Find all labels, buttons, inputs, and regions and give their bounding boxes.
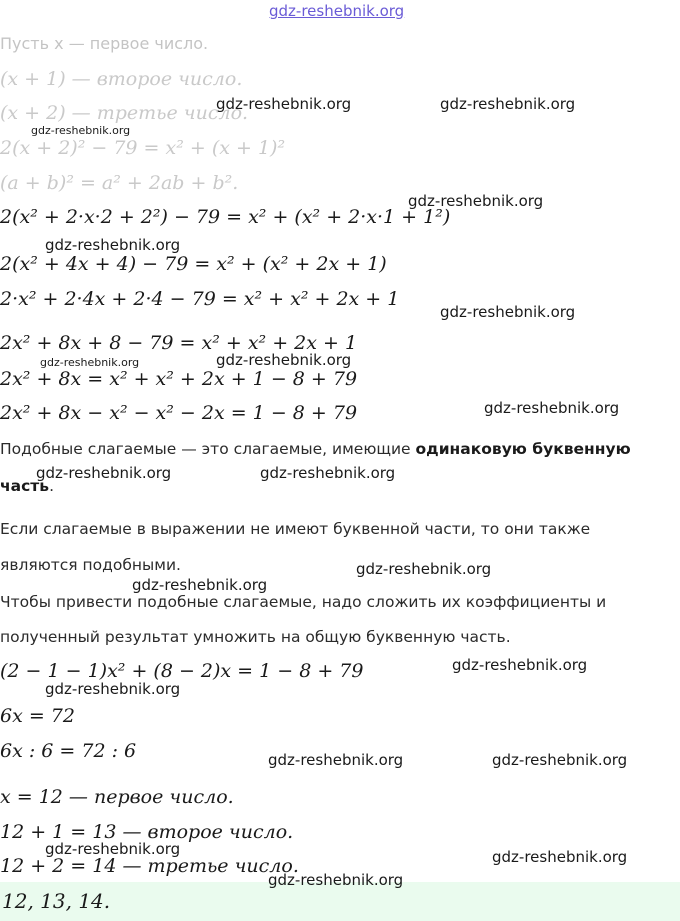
watermark: gdz-reshebnik.org: [452, 656, 588, 674]
solution-first-number: x = 12 — первое число.: [0, 786, 234, 808]
rule-no-letters-2: являются подобными.: [0, 556, 181, 574]
step-1: 2(x² + 2·x·2 + 2²) − 79 = x² + (x² + 2·x·1 + 1²): [0, 206, 451, 228]
watermark: gdz-reshebnik.org: [31, 124, 131, 137]
intro-formula: (a + b)² = a² + 2ab + b².: [0, 172, 239, 194]
intro-equation: 2(x + 2)² − 79 = x² + (x + 1)²: [0, 137, 286, 159]
watermark: gdz-reshebnik.org: [216, 95, 352, 113]
intro-line-1: Пусть x — первое число.: [0, 34, 209, 53]
watermark: gdz-reshebnik.org: [440, 303, 576, 321]
watermark: gdz-reshebnik.org: [408, 192, 544, 210]
watermark: gdz-reshebnik.org: [484, 399, 620, 417]
rule-similar-terms-bold-b: часть: [0, 477, 50, 495]
rule-combine-1: Чтобы привести подобные слагаемые, надо сложить их коэффициенты и: [0, 593, 607, 611]
watermark: gdz-reshebnik.org: [492, 848, 628, 866]
solution-simplified: 6x = 72: [0, 705, 75, 727]
watermark: gdz-reshebnik.org: [268, 751, 404, 769]
watermark: gdz-reshebnik.org: [260, 464, 396, 482]
step-2: 2(x² + 4x + 4) − 79 = x² + (x² + 2x + 1): [0, 253, 387, 275]
step-3: 2·x² + 2·4x + 2·4 − 79 = x² + x² + 2x + 1: [0, 288, 400, 310]
watermark: gdz-reshebnik.org: [268, 871, 404, 889]
step-5: 2x² + 8x = x² + x² + 2x + 1 − 8 + 79: [0, 368, 358, 390]
watermark: gdz-reshebnik.org: [40, 356, 140, 369]
watermark: gdz-reshebnik.org: [45, 236, 181, 254]
rule-similar-terms-end: .: [49, 477, 55, 495]
rule-no-letters-1: Если слагаемые в выражении не имеют буквенной части, то они также: [0, 520, 591, 538]
watermark: gdz-reshebnik.org: [492, 751, 628, 769]
watermark: gdz-reshebnik.org: [440, 95, 576, 113]
watermark: gdz-reshebnik.org: [36, 464, 172, 482]
rule-similar-terms-bold-a: одинаковую буквенную: [415, 440, 631, 458]
solution-combine: (2 − 1 − 1)x² + (8 − 2)x = 1 − 8 + 79: [0, 660, 364, 682]
intro-line-3: (x + 2) — третье число.: [0, 102, 249, 124]
rule-similar-terms-start: Подобные слагаемые — это слагаемые, имеющие: [0, 440, 416, 458]
solution-third-number: 12 + 2 = 14 — третье число.: [0, 855, 299, 877]
watermark: gdz-reshebnik.org: [45, 680, 181, 698]
watermark: gdz-reshebnik.org: [356, 560, 492, 578]
intro-line-2: (x + 1) — второе число.: [0, 68, 243, 90]
rule-combine-2: полученный результат умножить на общую буквенную часть.: [0, 628, 511, 646]
step-4: 2x² + 8x + 8 − 79 = x² + x² + 2x + 1: [0, 332, 358, 354]
solution-divide: 6x : 6 = 72 : 6: [0, 740, 137, 762]
solution-second-number: 12 + 1 = 13 — второе число.: [0, 821, 294, 843]
watermark-top-link[interactable]: gdz-reshebnik.org: [269, 2, 405, 20]
rule-similar-terms: [0, 440, 631, 458]
watermark: gdz-reshebnik.org: [132, 576, 268, 594]
step-6: 2x² + 8x − x² − x² − 2x = 1 − 8 + 79: [0, 402, 358, 424]
watermark: gdz-reshebnik.org: [216, 351, 352, 369]
answer: 12, 13, 14.: [2, 889, 111, 913]
watermark: gdz-reshebnik.org: [45, 840, 181, 858]
